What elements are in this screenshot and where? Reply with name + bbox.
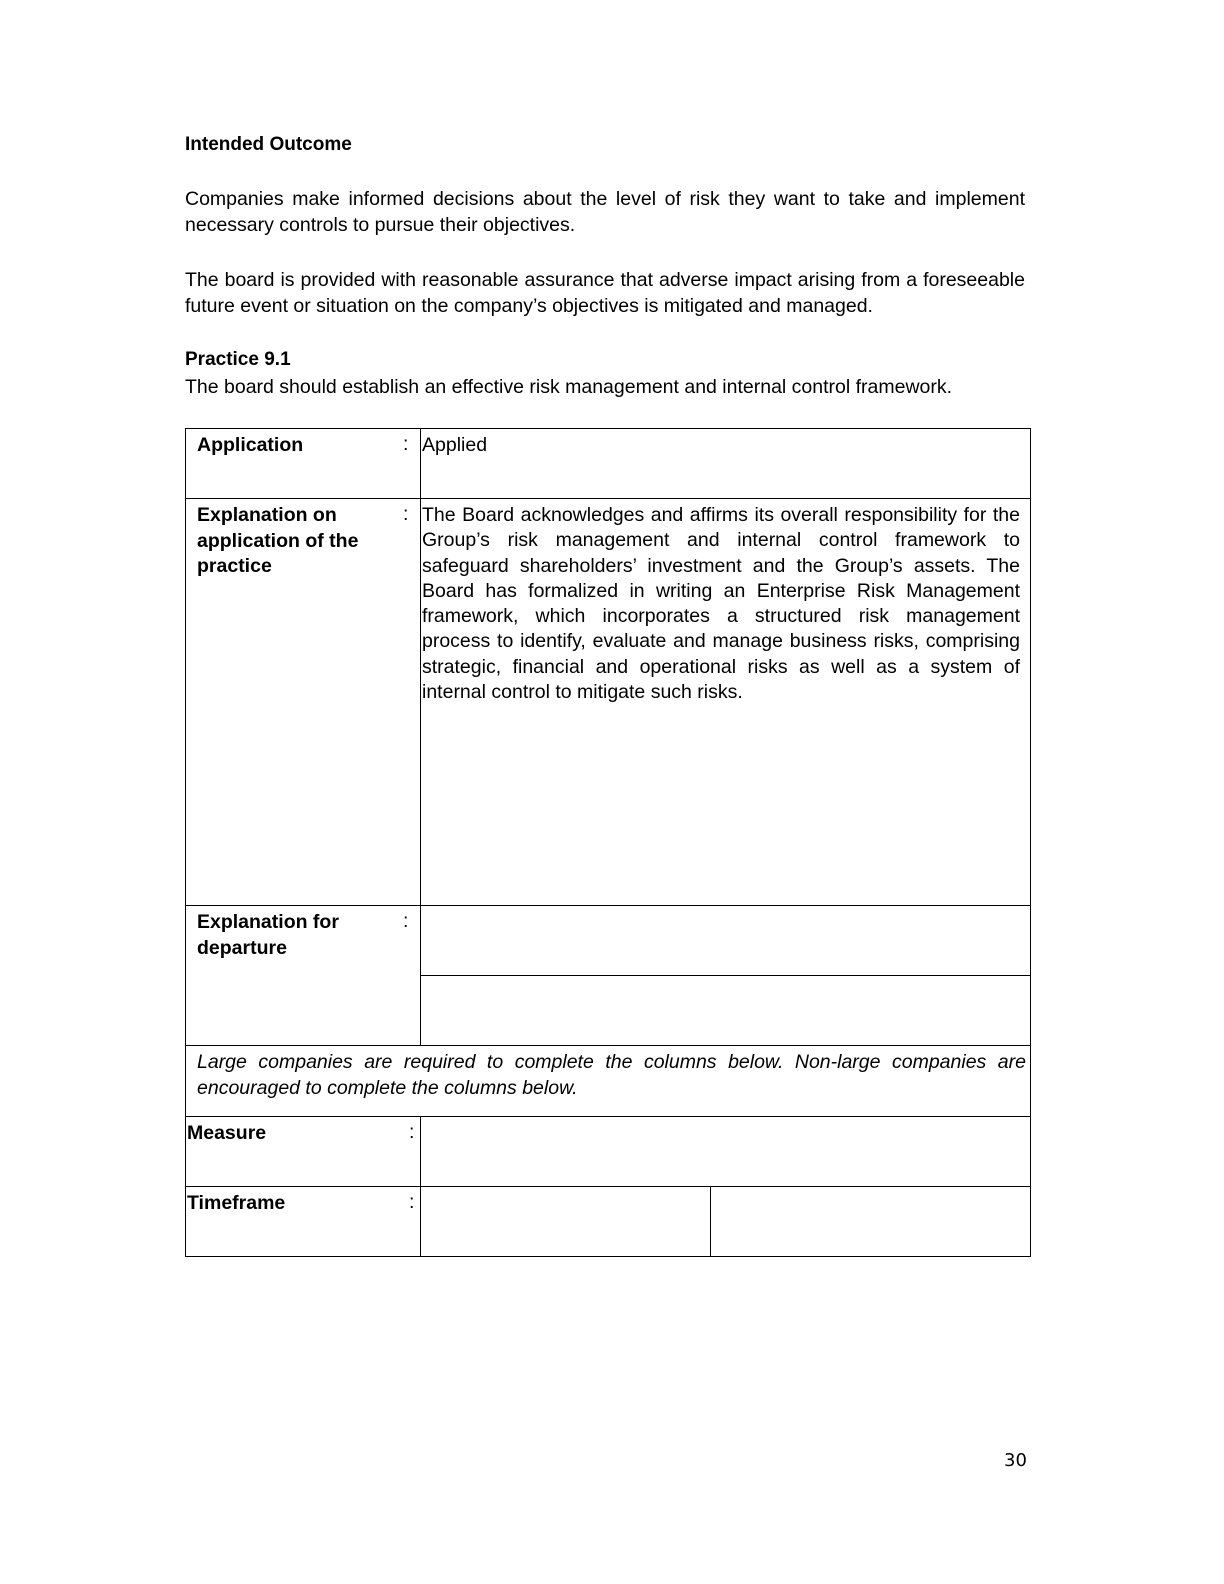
intended-outcome-paragraph-1: Companies make informed decisions about the level of risk they want to take and implement necessary controls to pursue their objectives. — [185, 188, 1025, 236]
application-label: Application — [197, 434, 304, 456]
timeframe-colon: : — [409, 1191, 415, 1213]
explanation-departure-label: Explanation for departure — [197, 911, 339, 959]
explanation-application-colon: : — [403, 503, 409, 525]
large-companies-note: Large companies are required to complete the columns below. Non-large companies are encouraged to complete the columns below. — [197, 1051, 1026, 1099]
page-number: 30 — [1004, 1450, 1027, 1471]
explanation-application-label: Explanation on application of the practice — [197, 504, 359, 577]
measure-colon: : — [409, 1121, 415, 1143]
explanation-application-value: The Board acknowledges and affirms its overall responsibility for the Group’s risk management and internal control framework to safeguard shareholders’ investment and the Group’s assets. The Board has formalized in writing an Enterprise Risk Management framework, which incorporates a structured risk management process to identify, evaluate and manage business risks, comprising strategic, financial and operational risks as well as a system of internal control to mitigate such risks. — [422, 504, 1020, 704]
application-colon: : — [403, 433, 409, 455]
practice-heading: Practice 9.1 — [185, 349, 291, 370]
timeframe-label: Timeframe — [187, 1192, 286, 1214]
intended-outcome-paragraph-2: The board is provided with reasonable assurance that adverse impact arising from a foreseeable future event or situation on the company’s objectives is mitigated and managed. — [185, 269, 1025, 317]
explanation-departure-colon: : — [403, 910, 409, 932]
intended-outcome-heading: Intended Outcome — [185, 134, 352, 155]
practice-text: The board should establish an effective risk management and internal control framework. — [185, 376, 953, 398]
measure-label: Measure — [187, 1122, 267, 1144]
application-value: Applied — [422, 434, 488, 456]
